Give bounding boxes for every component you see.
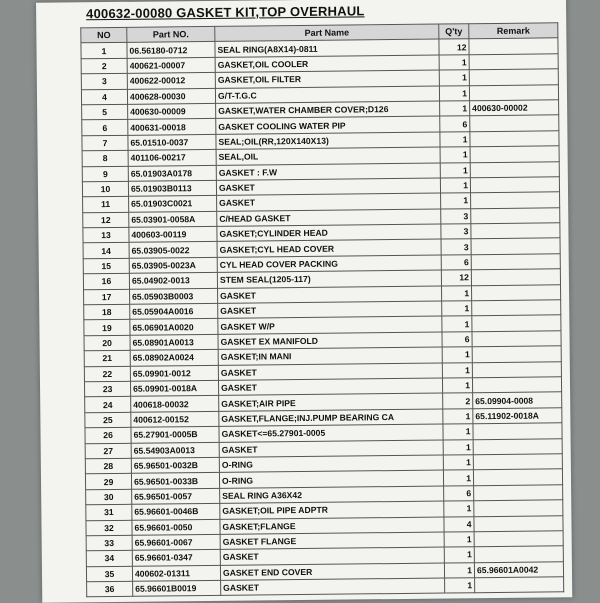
cell-qty: 1 — [439, 70, 469, 86]
cell-no: 3 — [81, 73, 127, 89]
cell-no: 26 — [85, 427, 131, 443]
cell-qty: 6 — [441, 255, 471, 271]
document-title: 400632-00080 GASKET KIT,TOP OVERHAUL — [86, 3, 365, 22]
cell-part-name: GASKET;FLANGE — [220, 517, 444, 535]
cell-part-name: GASKET,FLANGE;INJ.PUMP BEARING CA — [219, 409, 443, 427]
cell-remark — [474, 515, 563, 531]
cell-qty: 1 — [444, 547, 474, 563]
cell-no: 5 — [82, 104, 128, 120]
header-remark: Remark — [469, 23, 558, 39]
cell-part-name: GASKET W/P — [218, 316, 442, 334]
cell-part-name: GASKET<=65.27901-0005 — [219, 424, 443, 442]
cell-no: 10 — [82, 181, 128, 197]
cell-part-no: 65.01903A0178 — [128, 165, 216, 181]
cell-qty: 1 — [442, 378, 472, 394]
cell-qty: 1 — [443, 408, 473, 424]
cell-remark: 400630-00002 — [470, 100, 559, 116]
cell-part-name: GASKET,WATER CHAMBER COVER;D126 — [216, 101, 440, 119]
cell-qty: 12 — [441, 270, 471, 286]
cell-remark — [470, 131, 559, 147]
document-page — [36, 0, 572, 603]
cell-no: 8 — [82, 150, 128, 166]
cell-part-name: GASKET COOLING WATER PIP — [216, 116, 440, 134]
cell-part-name: GASKET — [220, 547, 444, 565]
cell-part-no: 65.96501-0032B — [131, 457, 219, 473]
cell-no: 27 — [85, 443, 131, 459]
cell-no: 34 — [86, 551, 132, 567]
cell-remark — [472, 377, 561, 393]
cell-remark — [473, 423, 562, 439]
cell-no: 17 — [84, 289, 130, 305]
cell-qty: 1 — [443, 439, 473, 455]
header-qty: Q'ty — [439, 24, 469, 40]
cell-qty: 1 — [440, 101, 470, 117]
cell-remark — [472, 315, 561, 331]
cell-remark: 65.09904-0008 — [473, 392, 562, 408]
cell-no: 14 — [83, 243, 129, 259]
cell-qty: 1 — [445, 578, 475, 594]
cell-part-no: 65.96601-0067 — [132, 534, 220, 550]
cell-part-no: 65.04902-0013 — [129, 273, 217, 289]
cell-part-name: CYL HEAD COVER PACKING — [217, 255, 441, 273]
cell-remark — [470, 177, 559, 193]
cell-part-no: 65.01903C0021 — [129, 196, 217, 212]
cell-remark — [470, 115, 559, 131]
cell-qty: 1 — [440, 131, 470, 147]
cell-part-no: 400618-00032 — [131, 396, 219, 412]
cell-remark — [474, 531, 563, 547]
cell-part-name: GASKET EX MANIFOLD — [218, 332, 442, 350]
cell-part-name: GASKET;OIL PIPE ADPTR — [220, 501, 444, 519]
cell-no: 29 — [85, 474, 131, 490]
cell-no: 16 — [83, 274, 129, 290]
cell-qty: 1 — [439, 85, 469, 101]
cell-qty: 1 — [444, 562, 474, 578]
cell-part-name: GASKET;CYLINDER HEAD — [217, 224, 441, 242]
cell-part-no: 400612-00152 — [131, 411, 219, 427]
cell-part-no: 65.96601-0046B — [132, 503, 220, 519]
cell-remark — [474, 485, 563, 501]
cell-qty: 3 — [441, 239, 471, 255]
cell-no: 9 — [82, 166, 128, 182]
cell-remark — [471, 238, 560, 254]
cell-qty: 1 — [443, 424, 473, 440]
cell-part-no: 65.96501-0057 — [132, 488, 220, 504]
cell-qty: 3 — [441, 224, 471, 240]
cell-remark — [474, 546, 563, 562]
cell-part-name: GASKET;CYL HEAD COVER — [217, 240, 441, 258]
cell-part-name: O-RING — [219, 470, 443, 488]
cell-part-no: 65.96601B0019 — [133, 580, 221, 596]
cell-qty: 1 — [443, 455, 473, 471]
cell-part-name: GASKET END COVER — [220, 563, 444, 581]
cell-part-name: GASKET — [218, 301, 442, 319]
cell-qty: 1 — [442, 347, 472, 363]
cell-part-no: 65.08902A0024 — [130, 350, 218, 366]
cell-qty: 1 — [442, 362, 472, 378]
cell-remark — [470, 161, 559, 177]
cell-part-no: 65.05904A0016 — [130, 303, 218, 319]
cell-no: 12 — [83, 212, 129, 228]
cell-no: 28 — [85, 458, 131, 474]
cell-part-no: 65.03905-0022 — [129, 242, 217, 258]
cell-remark — [469, 69, 558, 85]
cell-part-name: GASKET — [216, 178, 440, 196]
cell-part-no: 65.08901A0013 — [130, 334, 218, 350]
cell-no: 7 — [82, 135, 128, 151]
cell-part-no: 65.03901-0058A — [129, 211, 217, 227]
cell-part-name: SEAL,OIL — [216, 147, 440, 165]
cell-part-no: 65.09901-0018A — [130, 380, 218, 396]
cell-no: 35 — [86, 566, 132, 582]
header-part-name: Part Name — [215, 24, 439, 42]
cell-remark — [471, 254, 560, 270]
cell-remark — [470, 146, 559, 162]
cell-remark — [473, 454, 562, 470]
cell-remark — [471, 284, 560, 300]
cell-part-name: GASKET,OIL COOLER — [215, 55, 439, 73]
cell-remark — [469, 84, 558, 100]
table-body — [81, 38, 564, 597]
cell-part-no: 06.56180-0712 — [127, 42, 215, 58]
cell-qty: 2 — [443, 393, 473, 409]
cell-qty: 1 — [441, 285, 471, 301]
cell-part-name: GASKET;IN MANI — [218, 347, 442, 365]
cell-part-no: 65.05903B0003 — [130, 288, 218, 304]
cell-part-name: GASKET FLANGE — [220, 532, 444, 550]
cell-remark — [472, 300, 561, 316]
cell-qty: 1 — [444, 532, 474, 548]
cell-part-name: GASKET,OIL FILTER — [215, 70, 439, 88]
cell-qty: 6 — [444, 485, 474, 501]
cell-no: 22 — [84, 366, 130, 382]
header-no: NO — [81, 27, 127, 43]
cell-part-name: GASKET — [218, 378, 442, 396]
cell-remark — [473, 438, 562, 454]
cell-no: 15 — [83, 258, 129, 274]
cell-part-name: C/HEAD GASKET — [217, 209, 441, 227]
cell-no: 20 — [84, 335, 130, 351]
cell-no: 30 — [86, 489, 132, 505]
cell-remark — [472, 361, 561, 377]
cell-no: 24 — [85, 397, 131, 413]
cell-part-no: 400622-00012 — [127, 73, 215, 89]
cell-no: 11 — [83, 197, 129, 213]
cell-part-name: SEAL;OIL(RR,120X140X13) — [216, 132, 440, 150]
cell-part-no: 400621-00007 — [127, 57, 215, 73]
cell-no: 32 — [86, 520, 132, 536]
cell-qty: 1 — [441, 193, 471, 209]
cell-part-no: 400602-01311 — [132, 565, 220, 581]
cell-no: 6 — [82, 120, 128, 136]
cell-part-name: GASKET — [218, 363, 442, 381]
cell-remark — [469, 38, 558, 54]
cell-qty: 6 — [440, 116, 470, 132]
cell-qty: 6 — [442, 332, 472, 348]
cell-part-name: GASKET — [219, 440, 443, 458]
cell-no: 18 — [84, 304, 130, 320]
cell-remark — [471, 223, 560, 239]
cell-remark — [473, 469, 562, 485]
cell-no: 23 — [84, 381, 130, 397]
cell-part-name: STEM SEAL(1205-117) — [217, 270, 441, 288]
cell-qty: 1 — [442, 316, 472, 332]
cell-remark — [471, 269, 560, 285]
cell-remark — [472, 346, 561, 362]
cell-part-name: O-RING — [219, 455, 443, 473]
cell-no: 31 — [86, 504, 132, 520]
cell-no: 33 — [86, 535, 132, 551]
cell-qty: 1 — [440, 178, 470, 194]
cell-part-name: GASKET;AIR PIPE — [219, 393, 443, 411]
cell-remark — [474, 500, 563, 516]
cell-part-no: 65.96501-0033B — [131, 473, 219, 489]
cell-no: 21 — [84, 351, 130, 367]
cell-no: 13 — [83, 227, 129, 243]
cell-qty: 1 — [443, 470, 473, 486]
header-part-no: Part NO. — [127, 26, 215, 42]
cell-remark: 65.96601A0042 — [474, 561, 563, 577]
cell-qty: 4 — [444, 516, 474, 532]
cell-no: 25 — [85, 412, 131, 428]
cell-part-no: 65.06901A0020 — [130, 319, 218, 335]
cell-part-no: 65.96601-0347 — [132, 550, 220, 566]
cell-part-name: GASKET — [221, 578, 445, 596]
cell-qty: 3 — [441, 208, 471, 224]
cell-part-no: 65.54903A0013 — [131, 442, 219, 458]
cell-part-name: GASKET : F.W — [216, 163, 440, 181]
cell-part-no: 65.01510-0037 — [128, 134, 216, 150]
cell-qty: 12 — [439, 39, 469, 55]
cell-remark: 65.11902-0018A — [473, 408, 562, 424]
cell-qty: 1 — [440, 162, 470, 178]
cell-part-name: GASKET — [218, 286, 442, 304]
cell-remark — [472, 331, 561, 347]
cell-no: 1 — [81, 43, 127, 59]
cell-remark — [471, 192, 560, 208]
cell-no: 2 — [81, 58, 127, 74]
cell-no: 36 — [87, 581, 133, 597]
cell-no: 19 — [84, 320, 130, 336]
cell-part-name: SEAL RING(A8X14)-0811 — [215, 39, 439, 57]
cell-no: 4 — [81, 89, 127, 105]
cell-part-no: 400603-00119 — [129, 226, 217, 242]
cell-qty: 1 — [439, 55, 469, 71]
cell-remark — [471, 207, 560, 223]
cell-part-name: G/T-T.G.C — [215, 86, 439, 104]
cell-part-no: 65.27901-0005B — [131, 427, 219, 443]
cell-qty: 1 — [440, 147, 470, 163]
cell-part-no: 401106-00217 — [128, 150, 216, 166]
cell-part-no: 65.01903B0113 — [128, 180, 216, 196]
cell-part-no: 65.03905-0023A — [129, 257, 217, 273]
cell-remark — [469, 54, 558, 70]
cell-part-name: GASKET — [217, 193, 441, 211]
cell-qty: 1 — [442, 301, 472, 317]
cell-part-no: 400631-00018 — [128, 119, 216, 135]
cell-part-no: 65.09901-0012 — [130, 365, 218, 381]
cell-part-name: SEAL RING A36X42 — [220, 486, 444, 504]
parts-table — [80, 22, 564, 597]
cell-remark — [475, 577, 564, 593]
cell-part-no: 65.96601-0050 — [132, 519, 220, 535]
cell-part-no: 400630-00009 — [128, 103, 216, 119]
cell-qty: 1 — [444, 501, 474, 517]
cell-part-no: 400628-00030 — [127, 88, 215, 104]
